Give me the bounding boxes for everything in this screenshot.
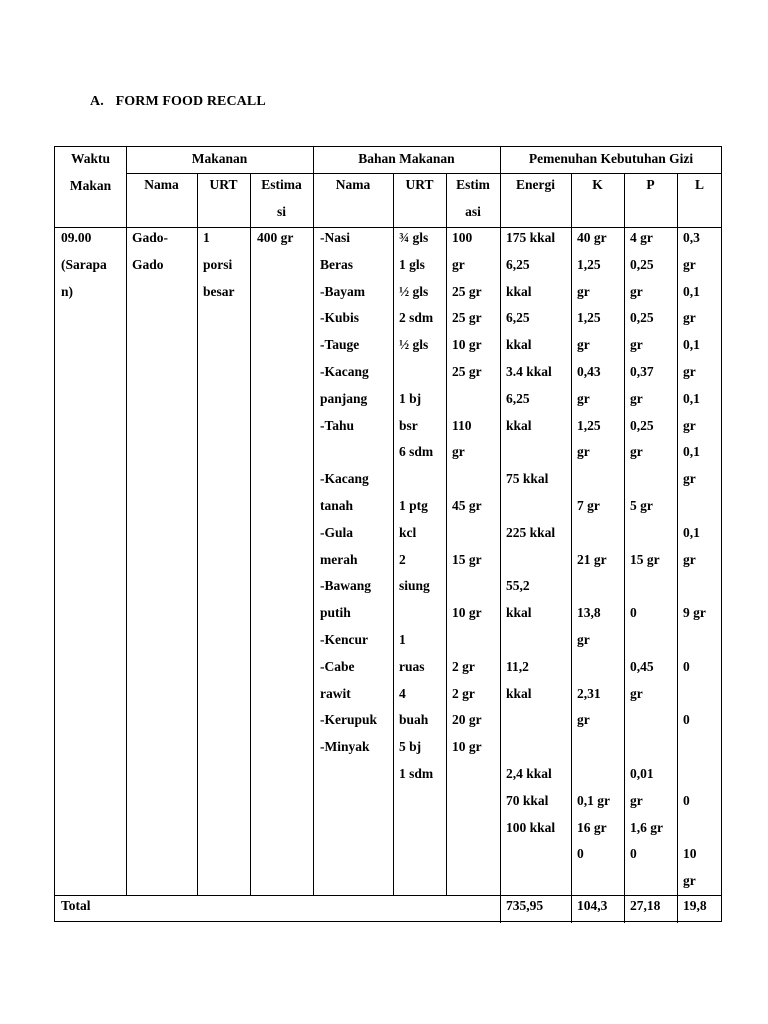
cell-line: 0,01 — [630, 765, 654, 781]
cell-line: (Sarapa — [61, 256, 107, 272]
cell-line — [577, 761, 610, 788]
cell-line: kcl — [399, 524, 417, 540]
cell-line: 7 gr — [577, 497, 600, 513]
cell-line: 15 gr — [452, 551, 482, 567]
header-bahan-makanan: Bahan Makanan — [358, 151, 455, 166]
table-rule — [250, 174, 251, 895]
header-waktu-makan — [55, 146, 126, 200]
cell-line: rawit — [320, 685, 351, 701]
cell-line: 0,25 — [630, 417, 654, 433]
cell-line — [683, 493, 706, 520]
cell-line — [630, 627, 663, 654]
cell-line: 25 gr — [452, 363, 482, 379]
cell-line — [399, 466, 433, 493]
cell-line: 1 — [399, 631, 406, 647]
cell-line: -Bayam — [320, 283, 365, 299]
cell-line — [452, 386, 482, 413]
cell-line — [630, 520, 663, 547]
cell-line: -Kencur — [320, 631, 368, 647]
cell-line: 0,25 — [630, 256, 654, 272]
cell-line: 10 gr — [452, 605, 482, 621]
cell-line: 0,1 — [683, 337, 700, 353]
cell-line: 2,4 kkal — [506, 765, 552, 781]
header-pemenuhan-gizi: Pemenuhan Kebutuhan Gizi — [528, 151, 694, 166]
cell-line: panjang — [320, 390, 368, 406]
cell-line: -Kubis — [320, 310, 360, 326]
cell-line: 09.00 — [61, 230, 92, 245]
cell-line: 3.4 kkal — [506, 363, 552, 379]
cell-line: gr — [577, 283, 590, 299]
cell-line: 0,25 — [630, 310, 654, 326]
cell-line: gr — [630, 685, 643, 701]
header-lemak: L — [694, 177, 704, 192]
cell-line: 0 — [683, 658, 690, 674]
total-energi: 735,95 — [506, 898, 544, 913]
cell-line: Beras — [320, 256, 353, 272]
header-estimasi-makanan — [250, 172, 313, 226]
cell-urt-makanan — [203, 225, 235, 305]
cell-line: 0 — [683, 712, 690, 728]
cell-line: ruas — [399, 658, 425, 674]
cell-line: 0,1 — [683, 390, 700, 406]
cell-line: -Kacang — [320, 363, 369, 379]
cell-line — [506, 439, 555, 466]
cell-line: Gado- — [132, 230, 169, 245]
cell-line: buah — [399, 712, 429, 728]
cell-line: gr — [452, 444, 465, 460]
cell-line: -Tauge — [320, 337, 360, 353]
cell-line: 0 — [630, 605, 637, 621]
cell-line: tanah — [320, 497, 354, 513]
table-rule — [313, 147, 314, 895]
cell-line: -Tahu — [320, 417, 355, 433]
cell-line: 45 gr — [452, 497, 482, 513]
header-energi: Energi — [516, 177, 555, 192]
cell-line: 225 kkal — [506, 524, 556, 540]
header-karbohidrat: K — [592, 177, 603, 192]
header-text: Waktu — [70, 151, 111, 166]
table-rule — [126, 147, 127, 895]
cell-waktu — [61, 225, 107, 305]
cell-line: bsr — [399, 417, 418, 433]
cell-line: gr — [683, 310, 696, 326]
cell-line: ¾ gls — [399, 230, 429, 245]
cell-line: kkal — [506, 337, 532, 353]
header-makanan: Makanan — [191, 151, 248, 166]
cell-line — [506, 707, 555, 734]
cell-line: 1,6 gr — [630, 819, 663, 835]
cell-line: 13,8 — [577, 605, 601, 621]
table-rule — [571, 174, 572, 923]
cell-line: 100 — [452, 230, 473, 245]
section-heading — [90, 94, 266, 110]
cell-line — [506, 547, 555, 574]
cell-line: 0 — [630, 846, 637, 862]
cell-line: gr — [683, 417, 696, 433]
cell-nama-makanan — [132, 225, 168, 279]
cell-line: 20 gr — [452, 712, 482, 728]
header-text: Makan — [69, 177, 112, 193]
cell-line: gr — [577, 712, 590, 728]
cell-line — [399, 359, 433, 386]
cell-line: 0,43 — [577, 363, 601, 379]
cell-line — [630, 466, 663, 493]
cell-line — [577, 654, 610, 681]
total-label: Total — [61, 898, 91, 913]
cell-line — [683, 573, 706, 600]
cell-line: 25 gr — [452, 310, 482, 326]
header-urt-bahan: URT — [405, 177, 434, 192]
table-rule — [624, 174, 625, 923]
cell-line: 0,1 — [683, 524, 700, 540]
cell-line: gr — [577, 631, 590, 647]
cell-line: porsi — [203, 256, 233, 272]
cell-line: -Gula — [320, 524, 354, 540]
col-bahan-estimasi — [452, 225, 482, 761]
cell-line: 6,25 — [506, 310, 530, 326]
cell-line: 1,25 — [577, 310, 601, 326]
cell-line: siung — [399, 578, 430, 594]
cell-line: ½ gls — [399, 283, 429, 299]
header-nama-bahan: Nama — [335, 177, 371, 192]
cell-line: 0,1 gr — [577, 792, 610, 808]
header-protein: P — [646, 177, 655, 192]
col-bahan-urt — [399, 225, 433, 788]
cell-line — [577, 734, 610, 761]
cell-line: 1,25 — [577, 417, 601, 433]
cell-line — [683, 627, 706, 654]
cell-line: -Cabe — [320, 658, 355, 674]
cell-line: 5 bj — [399, 739, 422, 755]
cell-line — [506, 493, 555, 520]
cell-line — [577, 466, 610, 493]
cell-line: 0,45 — [630, 658, 654, 674]
cell-line: 1 gls — [399, 256, 425, 272]
total-lemak: 19,8 — [683, 898, 707, 913]
cell-line: merah — [320, 551, 358, 567]
cell-line: 15 gr — [630, 551, 660, 567]
table-rule — [393, 174, 394, 895]
total-protein: 27,18 — [630, 898, 661, 913]
cell-line: gr — [577, 444, 590, 460]
section-number: A. — [90, 94, 104, 109]
cell-line: 1 sdm — [399, 765, 434, 781]
cell-line — [452, 520, 482, 547]
cell-line: 175 kkal — [506, 230, 556, 245]
cell-line: gr — [683, 551, 696, 567]
table-rule — [446, 174, 447, 895]
cell-line: 2 sdm — [399, 310, 434, 326]
cell-line — [577, 573, 610, 600]
cell-line: kkal — [506, 417, 532, 433]
cell-line: Gado — [132, 256, 164, 272]
cell-line: gr — [630, 283, 643, 299]
cell-line: 16 gr — [577, 819, 607, 835]
cell-line: besar — [203, 283, 235, 299]
header-text: Estim — [456, 177, 490, 192]
cell-line — [630, 573, 663, 600]
header-text: Estima — [261, 177, 302, 192]
col-protein — [630, 225, 663, 868]
header-urt-makanan: URT — [209, 177, 238, 192]
cell-line: 70 kkal — [506, 792, 549, 808]
cell-line: gr — [452, 256, 465, 272]
cell-line: 1 — [203, 230, 210, 245]
cell-line — [630, 734, 663, 761]
cell-line: 2 gr — [452, 658, 475, 674]
cell-line: kkal — [506, 605, 532, 621]
header-text: si — [276, 203, 286, 219]
cell-line — [506, 734, 555, 761]
cell-line: 2 — [399, 551, 406, 567]
cell-line: 1 ptg — [399, 497, 428, 513]
cell-line: kkal — [506, 283, 532, 299]
cell-line: 0,1 — [683, 283, 700, 299]
cell-line: gr — [630, 792, 643, 808]
cell-line: 55,2 — [506, 578, 530, 594]
cell-line — [683, 815, 706, 842]
cell-line — [452, 627, 482, 654]
cell-line: 1,25 — [577, 256, 601, 272]
cell-line: 40 gr — [577, 230, 607, 245]
cell-line: 21 gr — [577, 551, 607, 567]
cell-line: gr — [683, 873, 696, 889]
header-text: asi — [465, 203, 481, 219]
cell-line: 2,31 — [577, 685, 601, 701]
cell-line: 1 bj — [399, 390, 422, 406]
cell-line: ½ gls — [399, 337, 429, 353]
cell-line: gr — [577, 390, 590, 406]
cell-line — [683, 681, 706, 708]
cell-line: 100 kkal — [506, 819, 556, 835]
header-nama-makanan: Nama — [144, 177, 179, 192]
col-bahan-nama — [320, 225, 377, 761]
cell-line: 6 sdm — [399, 444, 434, 460]
cell-line: 5 gr — [630, 497, 653, 513]
cell-line — [683, 734, 706, 761]
cell-line: -Kerupuk — [320, 712, 378, 728]
cell-line: -Kacang — [320, 471, 369, 487]
col-karbohidrat — [577, 225, 610, 868]
cell-line — [320, 439, 377, 466]
cell-line: 4 — [399, 685, 406, 701]
cell-line — [399, 600, 433, 627]
cell-line — [452, 573, 482, 600]
table-rule — [677, 174, 678, 923]
cell-line: kkal — [506, 685, 532, 701]
table-rule — [55, 895, 722, 896]
cell-line: 2 gr — [452, 685, 475, 701]
cell-line: 0 — [683, 792, 690, 808]
cell-line: 0,37 — [630, 363, 654, 379]
cell-line: 0 — [577, 846, 584, 862]
cell-line — [630, 707, 663, 734]
cell-line: 10 gr — [452, 337, 482, 353]
cell-line: -Nasi — [320, 230, 350, 245]
table-rule — [197, 174, 198, 895]
cell-line: gr — [683, 471, 696, 487]
cell-line: -Bawang — [320, 578, 372, 594]
table-rule — [500, 147, 501, 923]
cell-line: gr — [630, 444, 643, 460]
cell-line: 6,25 — [506, 390, 530, 406]
cell-line: gr — [630, 337, 643, 353]
col-energi — [506, 225, 555, 841]
cell-line: gr — [683, 363, 696, 379]
cell-line: gr — [683, 256, 696, 272]
cell-line: 4 gr — [630, 230, 653, 245]
cell-line: 6,25 — [506, 256, 530, 272]
cell-line: 75 kkal — [506, 471, 549, 487]
cell-line: putih — [320, 605, 351, 621]
cell-line: -Minyak — [320, 739, 370, 755]
col-lemak — [683, 225, 706, 895]
cell-line: 11,2 — [506, 658, 529, 674]
cell-line — [683, 761, 706, 788]
cell-line: n) — [61, 283, 74, 299]
cell-line — [452, 466, 482, 493]
cell-line: 25 gr — [452, 283, 482, 299]
header-estimasi-bahan — [446, 172, 500, 226]
cell-line: gr — [630, 390, 643, 406]
cell-line — [577, 520, 610, 547]
total-karbohidrat: 104,3 — [577, 898, 608, 913]
cell-line: 0,3 — [683, 230, 700, 245]
cell-line: 0,1 — [683, 444, 700, 460]
cell-line: 10 — [683, 846, 697, 862]
section-title: FORM FOOD RECALL — [115, 94, 266, 109]
cell-line: 10 gr — [452, 739, 482, 755]
food-recall-table — [54, 146, 722, 922]
cell-estimasi-makanan: 400 gr — [257, 230, 294, 245]
cell-line: gr — [577, 337, 590, 353]
cell-line: 110 — [452, 417, 472, 433]
cell-line — [506, 627, 555, 654]
cell-line: 9 gr — [683, 605, 706, 621]
